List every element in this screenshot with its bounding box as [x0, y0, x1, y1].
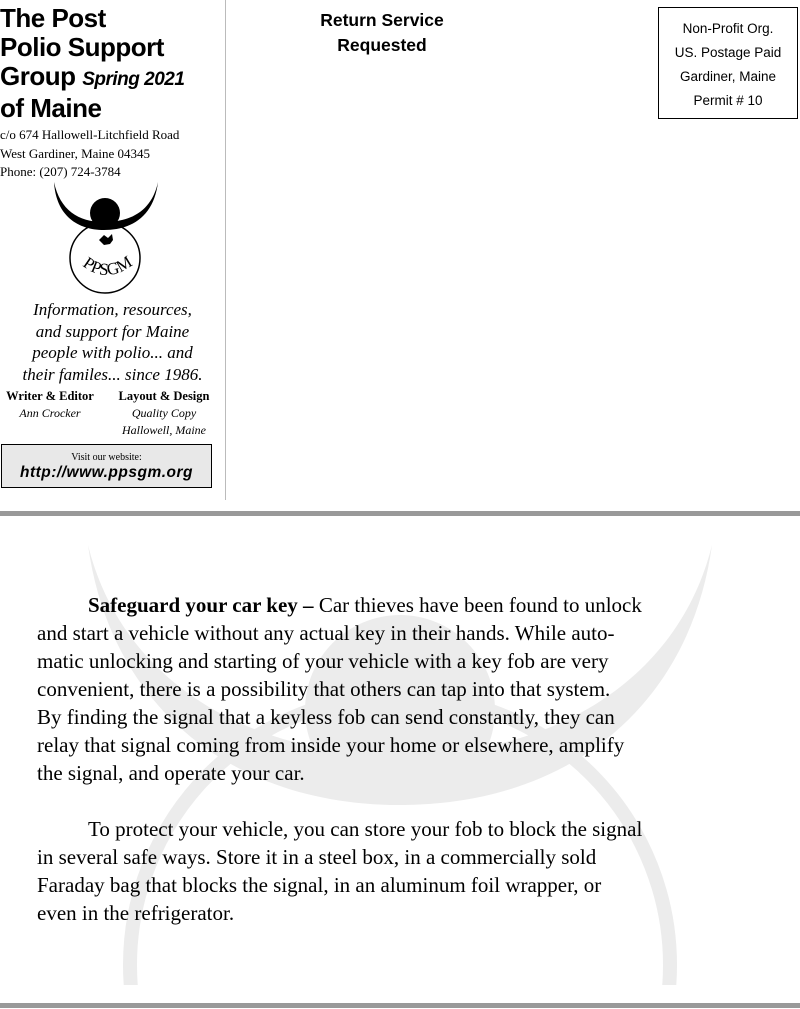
text-line: To protect your vehicle, you can store your fob to block the signal	[88, 817, 643, 841]
text-line: matic unlocking and starting of your vehicle with a key fob are very	[37, 649, 609, 673]
address-line: c/o 674 Hallowell-Litchfield Road	[0, 127, 180, 142]
website-box	[1, 444, 212, 488]
title-line: Polio Support	[0, 32, 164, 62]
tagline	[0, 299, 225, 385]
top-rule	[0, 511, 800, 516]
article-heading: Safeguard your car key –	[88, 593, 314, 617]
return-line: Return Service	[320, 10, 444, 30]
return-line: Requested	[337, 35, 427, 55]
postage-line: Non-Profit Org.	[682, 21, 774, 36]
text-line: the signal, and operate your car.	[37, 761, 305, 785]
return-service-notice	[282, 8, 482, 58]
logo-text: PPSGM	[79, 252, 136, 280]
bottom-rule	[0, 1003, 800, 1008]
text-line: By finding the signal that a keyless fob can send constantly, they can	[37, 705, 615, 729]
article-paragraph	[37, 591, 767, 787]
text-line: and start a vehicle without any actual key in their hands. While auto-	[37, 621, 615, 645]
text-line	[37, 591, 767, 619]
tagline-line: people with polio... and	[32, 343, 193, 362]
text-line: in several safe ways. Store it in a steel box, in a commercially sold	[37, 845, 597, 869]
ppsgm-logo	[48, 180, 164, 294]
text-line: even in the refrigerator.	[37, 901, 235, 925]
layout-company: Quality Copy	[131, 406, 197, 420]
mailing-address	[0, 126, 179, 182]
issue-season: Spring 2021	[82, 69, 185, 90]
title-line	[0, 62, 225, 94]
writer-credit	[0, 388, 100, 422]
title-line: of Maine	[0, 93, 102, 123]
postage-line: Gardiner, Maine	[679, 69, 777, 84]
postage-line: Permit # 10	[693, 93, 763, 108]
vertical-divider	[225, 0, 226, 500]
website-caption: Visit our website:	[71, 452, 142, 463]
text-line: convenient, there is a possibility that others can tap into that system.	[37, 677, 611, 701]
website-link[interactable]: http://www.ppsgm.org	[19, 464, 193, 481]
text-line: relay that signal coming from inside your home or elsewhere, amplify	[37, 733, 625, 757]
postage-line: US. Postage Paid	[674, 45, 782, 60]
title-line: The Post	[0, 3, 106, 33]
organization-title	[0, 4, 225, 123]
tagline-line: and support for Maine	[35, 321, 190, 341]
address-line: West Gardiner, Maine 04345	[0, 145, 151, 161]
writer-name: Ann Crocker	[19, 406, 81, 420]
layout-credit	[108, 388, 220, 439]
text-line: Faraday bag that blocks the signal, in an aluminum foil wrapper, or	[37, 873, 602, 897]
layout-location: Hallowell, Maine	[122, 423, 206, 437]
writer-heading: Writer & Editor	[6, 389, 94, 403]
layout-heading: Layout & Design	[118, 389, 210, 403]
article-paragraph	[37, 815, 767, 927]
phone-number: Phone: (207) 724-3784	[0, 164, 121, 179]
tagline-line: their familes... since 1986.	[22, 364, 203, 384]
text-run: Car thieves have been found to unlock	[313, 593, 642, 617]
postage-indicia	[658, 7, 798, 119]
article-body	[37, 591, 767, 927]
title-word: Group	[0, 61, 76, 91]
tagline-line: Information, resources,	[33, 300, 192, 319]
